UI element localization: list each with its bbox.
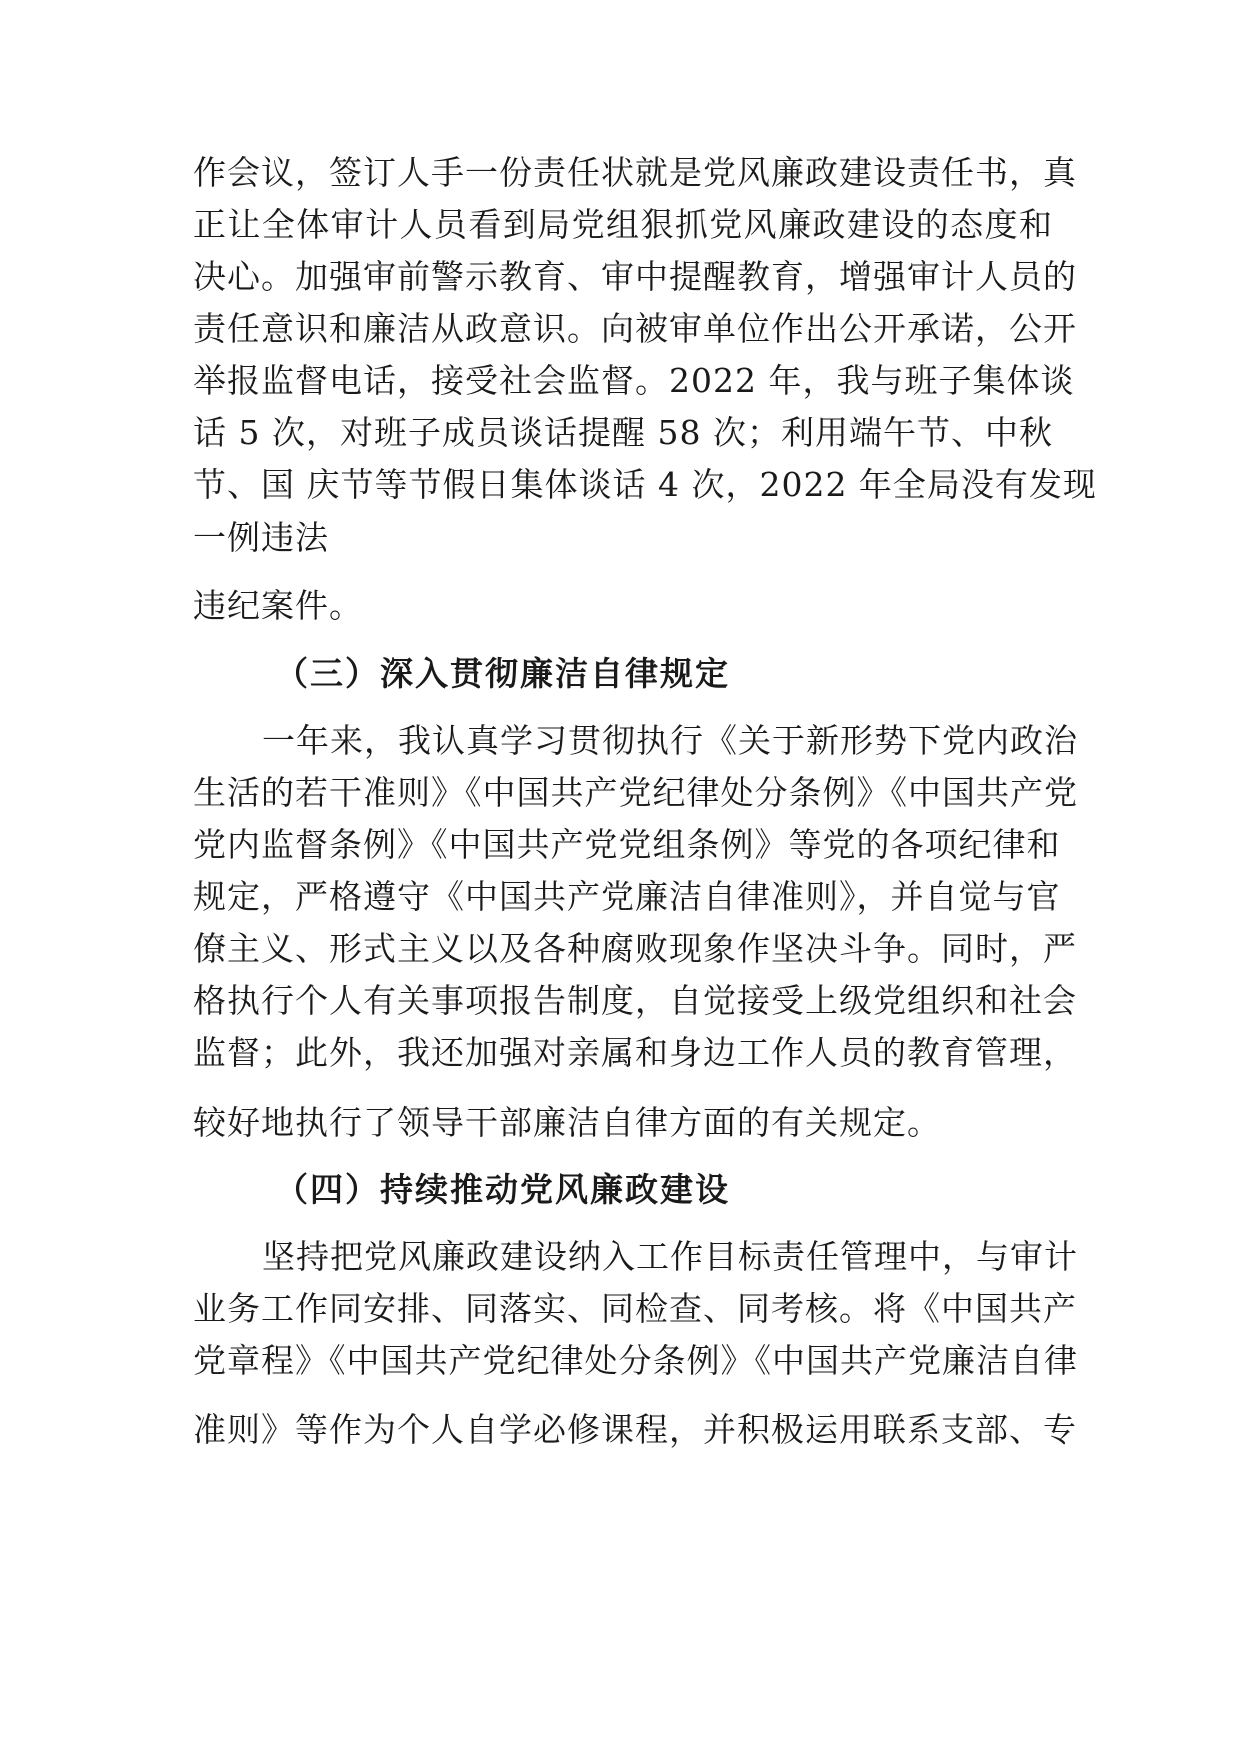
paragraph-line: 僚主义、形式主义以及各种腐败现象作坚决斗争。同时，严 — [193, 929, 1077, 968]
section-heading-3: （三）深入贯彻廉洁自律规定 — [275, 654, 730, 693]
paragraph-line: 一年来，我认真学习贯彻执行《关于新形势下党内政治 — [262, 721, 1078, 760]
paragraph-line: 生活的若干准则》《中国共产党纪律处分条例》《中国共产党 — [193, 773, 1078, 812]
section-heading-4: （四）持续推动党风廉政建设 — [275, 1170, 730, 1209]
paragraph-line: 格执行个人有关事项报告制度，自觉接受上级党组织和社会 — [193, 981, 1077, 1020]
paragraph-line: 违纪案件。 — [193, 586, 363, 625]
paragraph-line: 监督；此外，我还加强对亲属和身边工作人员的教育管理， — [193, 1033, 1077, 1072]
paragraph-line: 业务工作同安排、同落实、同检查、同考核。将《中国共产 — [193, 1289, 1077, 1328]
paragraph-line: 正让全体审计人员看到局党组狠抓党风廉政建设的态度和 — [193, 205, 1053, 244]
paragraph-line: 准则》等作为个人自学必修课程，并积极运用联系支部、专 — [193, 1410, 1077, 1449]
paragraph-line: 一例违法 — [193, 518, 329, 557]
paragraph-line: 党章程》《中国共产党纪律处分条例》《中国共产党廉洁自律 — [193, 1341, 1078, 1380]
paragraph-line: 举报监督电话，接受社会监督。2022 年，我与班子集体谈 — [193, 361, 1075, 400]
paragraph-line: 规定，严格遵守《中国共产党廉洁自律准则》，并自觉与官 — [193, 877, 1061, 916]
paragraph-line: 较好地执行了领导干部廉洁自律方面的有关规定。 — [193, 1103, 941, 1142]
paragraph-line: 决心。加强审前警示教育、审中提醒教育，增强审计人员的 — [193, 257, 1077, 296]
paragraph-line: 作会议，签订人手一份责任状就是党风廉政建设责任书，真 — [193, 153, 1077, 192]
paragraph-line: 话 5 次，对班子成员谈话提醒 58 次；利用端午节、中秋 — [193, 413, 1053, 452]
paragraph-line: 党内监督条例》《中国共产党党组条例》等党的各项纪律和 — [193, 825, 1061, 864]
paragraph-line: 节、国 庆节等节假日集体谈话 4 次，2022 年全局没有发现 — [193, 465, 1097, 504]
paragraph-line: 责任意识和廉洁从政意识。向被审单位作出公开承诺，公开 — [193, 309, 1077, 348]
paragraph-line: 坚持把党风廉政建设纳入工作目标责任管理中，与审计 — [262, 1237, 1078, 1276]
